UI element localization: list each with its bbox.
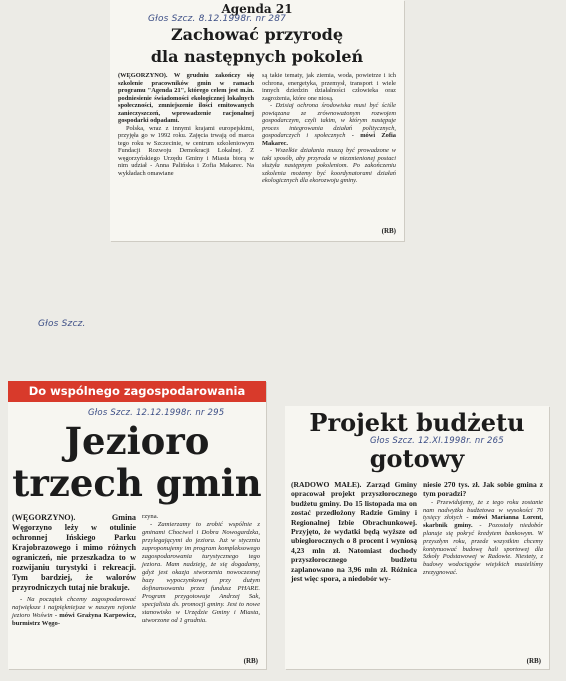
column-2 xyxy=(262,72,396,185)
author-signature: (RB) xyxy=(381,227,396,235)
column-1 xyxy=(291,480,417,583)
handwritten-source-note: Głos Szcz. 8.12.1998r. nr 287 xyxy=(148,14,287,24)
headline-line-2: dla następnych pokoleń xyxy=(150,47,364,66)
quote-paragraph xyxy=(12,596,136,628)
clipping-projekt-budzetu xyxy=(285,406,549,669)
lead-paragraph-continued: niesie 270 tys. zł. Jak sobie gmina z tym poradzi? xyxy=(423,480,543,499)
quote-attribution: - mówi Marianna Lorent, skarbnik gminy. xyxy=(423,514,543,530)
author-signature: (RB) xyxy=(526,657,541,665)
handwritten-source-note: Głos Szcz. 12.XI.1998r. nr 265 xyxy=(370,436,504,446)
quote-attribution: - mówi Zofia Makarec. xyxy=(262,132,396,147)
quote-paragraph-2: - Wszelkie działania muszą być prowadzone w taki sposób, aby przyroda w niezmienionej postaci służyła następnym pokoleniom. Po zakończeniu szkolenia możemy być koordynatorami działań ekologicznych dla ekorozwoju gminy. xyxy=(262,147,396,184)
headline-line-1: Projekt budżetu xyxy=(309,408,525,437)
clipping-agenda-21 xyxy=(110,0,404,241)
body-start: rzyna. xyxy=(142,513,159,520)
quote-attribution: - mówi Grażyna Karpowicz, burmistrz Węgo- xyxy=(12,612,137,627)
lead-paragraph: (RADOWO MAŁE). Zarząd Gminy opracował projekt przyszłorocznego budżetu gminy. Do 15 listopada ma on zostać przedłożony Radzie Gminy i Regionalnej Izbie Obrachunkowej. Przyjęto, że wydatki będą wyższe od ubiegłorocznych o 8 procent i wyniosą 4,23 mln zł. Natomiast dochody przyszłorocznego budżetu zaplanowano na 3,96 mln zł. Różnica jest więc spora, a niedobór wy- xyxy=(291,480,417,584)
quote-text-2: - Pozostały niedobór planuje się pokryć kredytem bankowym. W przyszłym roku, przede wszystkim chcemy kontynuować budowę hali sportowej dla Szkoły Podstawowej w Radowie. Niestety, z budowy wodociągów wiejskich musieliśmy zrezygnować. xyxy=(423,522,543,576)
clipping-jezioro xyxy=(8,381,266,669)
handwritten-note: Głos Szcz. xyxy=(38,319,86,329)
quote-paragraph xyxy=(423,499,543,577)
column-2 xyxy=(142,513,260,625)
headline-line-2: trzech gmin xyxy=(12,461,262,505)
body-paragraph: Polska, wraz z innymi krajami europejskimi, przyjęła go w 1992 roku. Zajęcia trwają od marca tego roku w Szczecinie, w centrum szkoleniowym Fundacji Rozwoju Demokracji Lokalnej. Z węgorzyńskiego Urzędu Gminy i Miasta biorą w nim udział - Anna Palińska i Zofia Makarec. Na wykładach omawiane xyxy=(118,124,254,177)
kicker: Agenda 21 xyxy=(221,2,293,16)
column-1 xyxy=(12,513,136,628)
column-2 xyxy=(423,480,543,577)
body-paragraph-continued: są takie tematy, jak ziemia, woda, powietrze i ich ochrona, energetyka, przemysł, transport i wiele innych dziedzin działalności człowieka oraz zagrożenia, które one niosą. xyxy=(262,72,396,102)
author-signature: (RB) xyxy=(243,657,258,665)
lead-paragraph: (WĘGORZYNO). Gmina Węgorzyno leży w otulinie ochronnej Ińskiego Parku Krajobrazowego i mimo różnych ograniczeń, nie przeszkadza to w rozwijaniu turystyki i rekreacji. Tym bardziej, że walorów przyrodniczych tutaj nie brakuje. xyxy=(12,513,136,592)
quote-text: - Dzisiaj ochrona środowiska musi być ściśle powiązana ze zrównoważonym rozwojem gospodarczym, czyli takim, w którym następuje proces integrowania działań politycznych, gospodarczych i społecznych xyxy=(262,102,396,139)
quote-paragraph-2: - Zamierzamy to zrobić wspólnie z gminami Chociwel i Dobra Nowogardzka, przylegającymi do jeziora. Już w styczniu zaproponujemy im program kompleksowego zagospodarowania turystycznego tego jeziora. Mam nadzieję, że się dogadamy, gdyż jest okazja stworzenia nowoczesnej bazy wypoczynkowej przy dużym dofinansowaniu przez fundusz PHARE. Program przygotowuje Andrzej Sak, specjalista ds. promocji gminy. Jest to nowe stanowisko w Urzędzie Gminy i Miasta, utworzone od 1 grudnia. xyxy=(142,521,260,624)
lead-paragraph: (WĘGORZYNO). W grudniu zakończy się szkolenie pracowników gmin w ramach programu "Agenda 21", którego celem jest m.in. podniesienie świadomości ekologicznej lokalnych społeczności, zmniejszenie ilości emitowanych zanieczyszczeń, wprowadzenie racjonalnej gospodarki odpadami. xyxy=(118,72,254,124)
quote-paragraph xyxy=(262,102,396,147)
handwritten-source-note: Głos Szcz. 12.12.1998r. nr 295 xyxy=(88,408,225,418)
column-1 xyxy=(118,72,254,177)
headline-line-1: Zachować przyrodę xyxy=(170,25,343,44)
kicker-banner xyxy=(8,381,266,402)
headline-line-2: gotowy xyxy=(369,444,465,473)
quote-text: - Na początek chcemy zagospodarować największe i najpiękniejsze w naszym rejonie jezioro Woświn xyxy=(12,596,136,619)
kicker: Do wspólnego zagospodarowania xyxy=(28,384,246,398)
headline-line-1: Jezioro xyxy=(64,419,210,463)
quote-text: - Przewidujemy, że z tego roku zostanie nam nadwyżka budżetowa w wysokości 70 tysięcy złotych xyxy=(423,498,543,522)
